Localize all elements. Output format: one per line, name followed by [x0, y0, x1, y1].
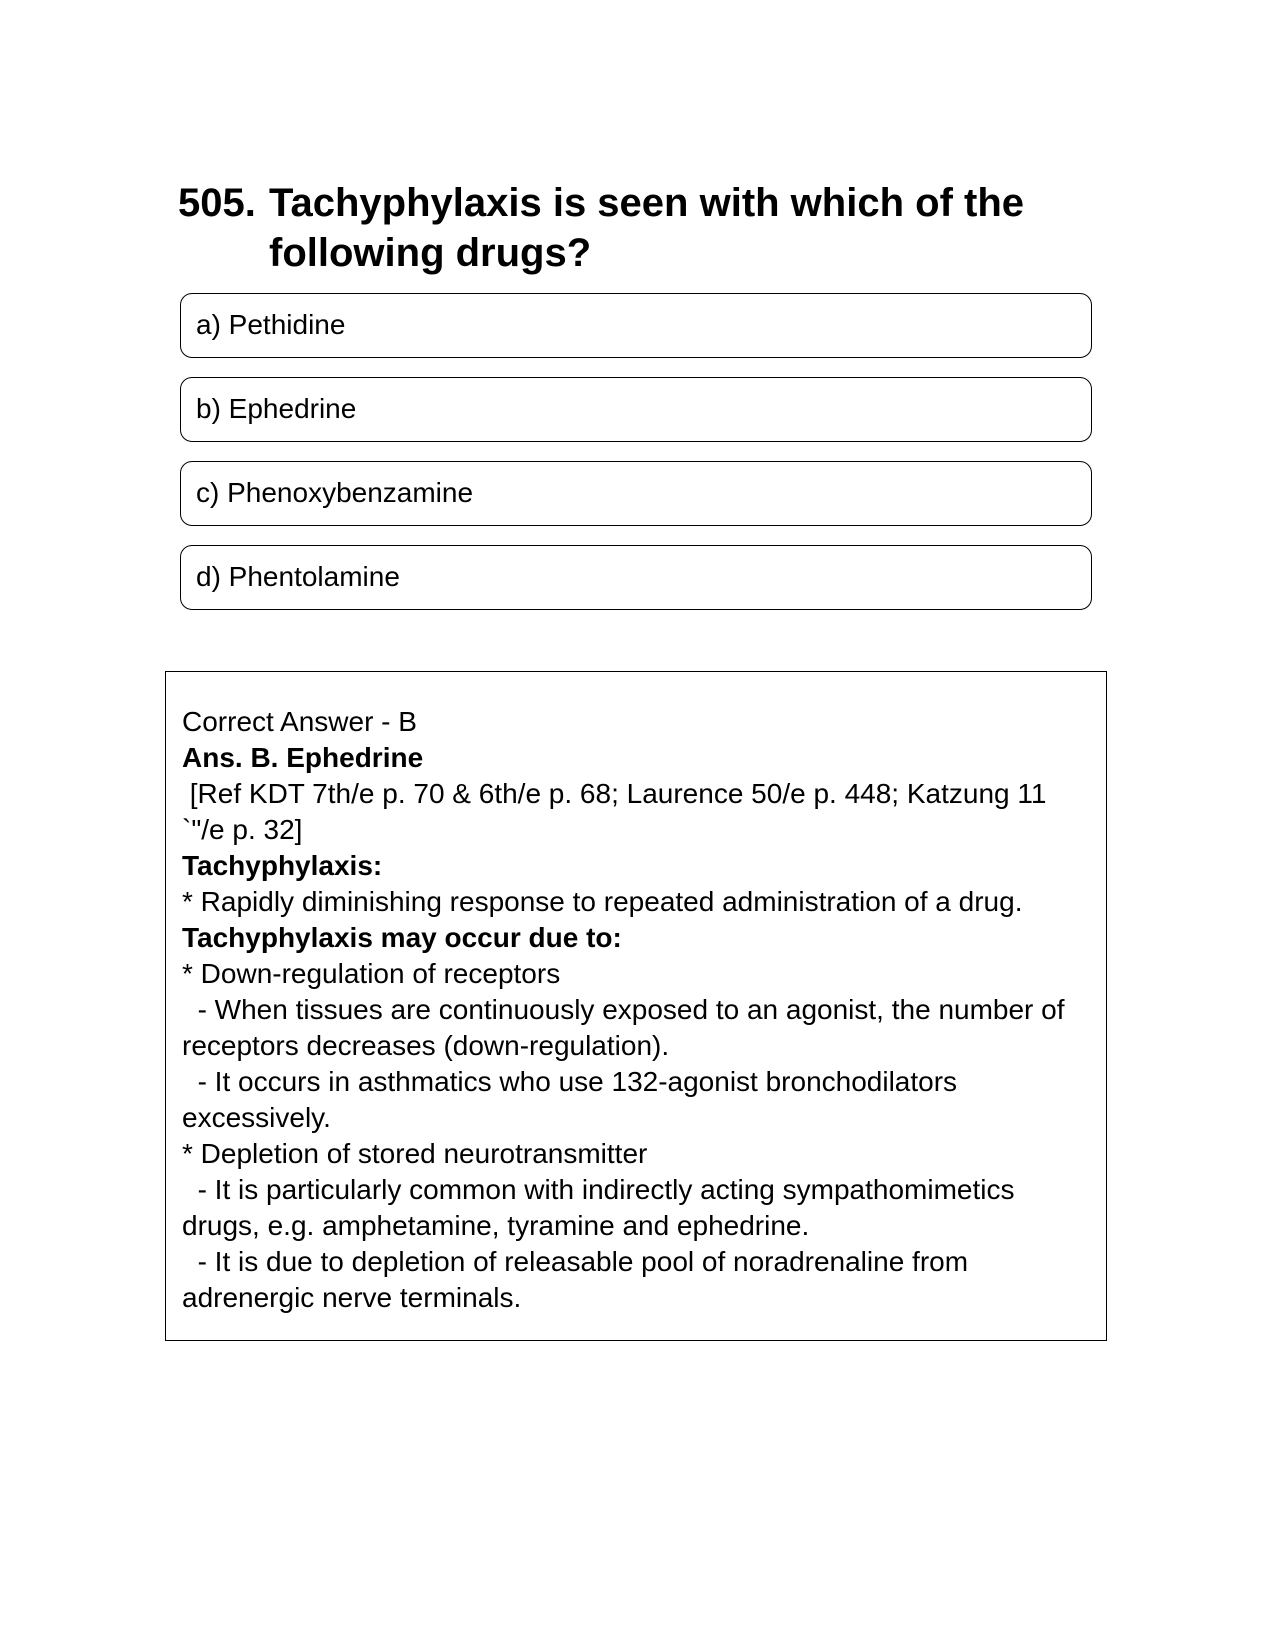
question-text: Tachyphylaxis is seen with which of the following drugs?	[269, 181, 1024, 275]
option-d[interactable]: d) Phentolamine	[180, 545, 1092, 610]
question-heading	[178, 178, 1098, 278]
answer-reference: [Ref KDT 7th/e p. 70 & 6th/e p. 68; Laurence 50/e p. 448; Katzung 11 `"/e p. 32]	[182, 778, 1055, 845]
causes-heading: Tachyphylaxis may occur due to:	[182, 922, 622, 953]
answer-heading: Ans. B. Ephedrine	[182, 742, 424, 773]
option-c[interactable]: c) Phenoxybenzamine	[180, 461, 1092, 526]
option-a[interactable]: a) Pethidine	[180, 293, 1092, 358]
cause-depletion-detail-1: - It is particularly common with indirectly acting sympathomimetics drugs, e.g. amphetamine, tyramine and ephedrine.	[182, 1174, 1023, 1241]
cause-down-regulation-detail-1: - When tissues are continuously exposed to an agonist, the number of receptors decreases (down-regulation).	[182, 994, 1073, 1061]
tachyphylaxis-heading: Tachyphylaxis:	[182, 850, 383, 881]
correct-answer-label: Correct Answer - B	[182, 706, 417, 737]
question-number: 505.	[178, 181, 256, 225]
option-b[interactable]: b) Ephedrine	[180, 377, 1092, 442]
cause-down-regulation: * Down-regulation of receptors	[182, 958, 561, 989]
cause-down-regulation-detail-2: - It occurs in asthmatics who use 132-agonist bronchodilators excessively.	[182, 1066, 965, 1133]
tachyphylaxis-definition: * Rapidly diminishing response to repeated administration of a drug.	[182, 886, 1023, 917]
cause-depletion-detail-2: - It is due to depletion of releasable pool of noradrenaline from adrenergic nerve terminals.	[182, 1246, 976, 1313]
cause-depletion: * Depletion of stored neurotransmitter	[182, 1138, 648, 1169]
answer-explanation-box	[165, 671, 1107, 1341]
